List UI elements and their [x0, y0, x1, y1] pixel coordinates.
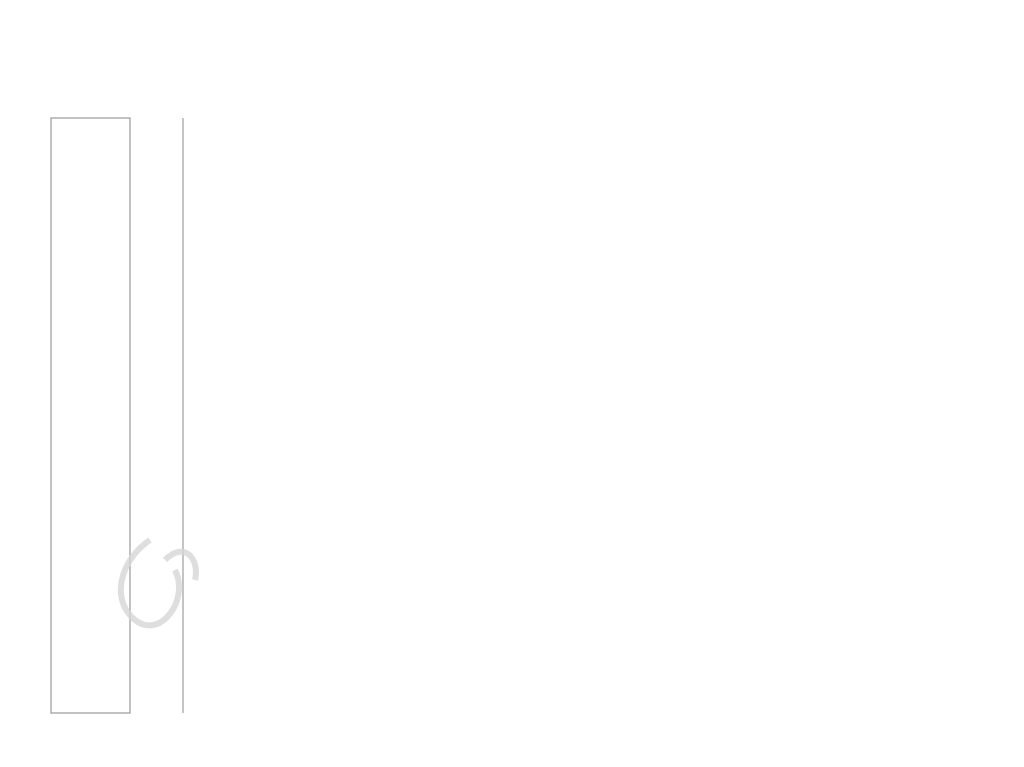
- lace-pricking-diagram: [0, 0, 200, 767]
- watermark-icon: [121, 540, 196, 625]
- diagram-frame: [51, 118, 130, 713]
- tech-card: [197, 112, 957, 115]
